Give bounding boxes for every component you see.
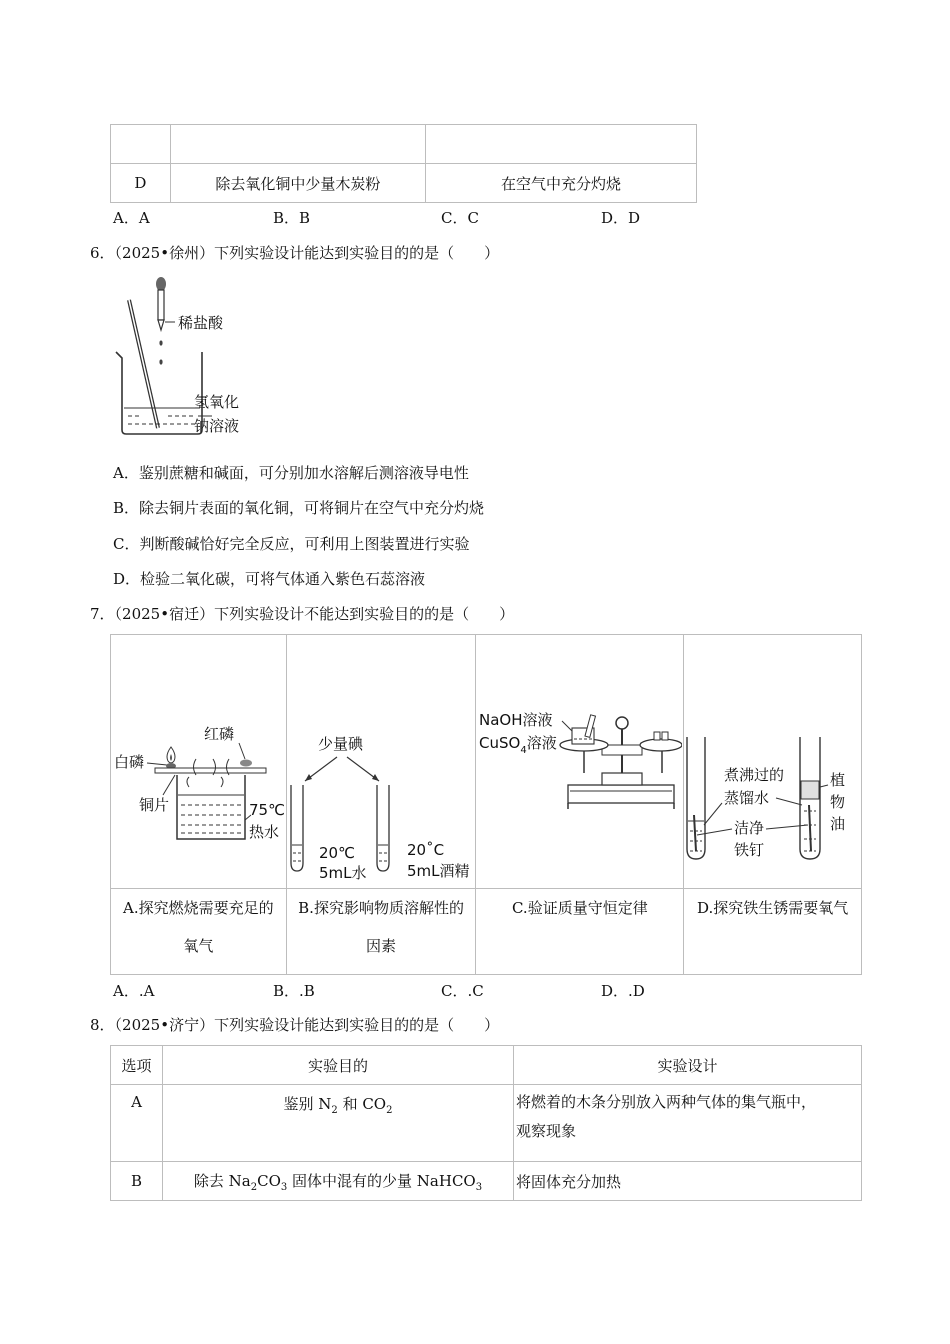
option-cell: B [111,1162,163,1201]
table-row [111,164,697,203]
answer-option: A．A [113,209,150,227]
table-row [111,1162,862,1201]
test-tube-icon [291,785,303,871]
subscript: 3 [280,1181,288,1193]
boiled-label-2: 蒸馏水 [724,789,770,807]
temp-label: 75℃ [249,801,285,819]
purpose-text: 鉴别 N [283,1095,332,1113]
fig-b-cell [286,635,476,889]
v1-label: 5mL水 [318,864,367,882]
purpose-cell [163,1162,514,1201]
design-cell: 在空气中充分灼烧 [425,164,696,203]
copper-label: 铜片 [139,796,170,814]
boiled-label-1: 煮沸过的 [724,766,785,784]
oil-label-2: 物 [830,793,846,811]
subscript: 2 [250,1181,258,1193]
answer-option: B．B [273,209,311,227]
q6-choice-a: A．鉴别蔗糖和碱面，可分别加水溶解后测溶液导电性 [113,464,469,482]
cuso4-label: CuSO$_4$溶液 [479,734,558,756]
white-p-label: 白磷 [114,753,145,771]
combustion-figure [111,635,285,888]
answer-option: B．.B [273,982,315,1000]
header-purpose: 实验目的 [163,1046,514,1085]
oil-label-3: 油 [830,815,846,833]
q6-stem: 6．（2025•徐州）下列实验设计能达到实验目的的是（ ） [90,244,500,262]
table-header-row [111,1046,862,1085]
answer-option: C．.C [441,982,484,1000]
naoh-label: NaOH溶液 [479,711,553,729]
nail-label-2: 铁钉 [734,841,765,859]
header-option: 选项 [111,1046,163,1085]
fig-d-cell [684,635,862,889]
water-label: 热水 [249,823,280,841]
q5-answers [0,207,950,227]
purpose-text: 除去 Na [193,1171,251,1190]
subscript: 2 [331,1105,338,1116]
option-cell: D [111,164,171,203]
design-cell [514,1085,862,1162]
answer-option: D．.D [601,982,645,1000]
balance-icon [560,715,682,809]
table-row [111,125,697,164]
purpose-text: 和 CO [337,1095,387,1113]
fig-a-cell [111,635,287,889]
v2-label: 5mL酒精 [406,862,470,880]
nail-label-1: 洁净 [734,819,765,837]
caption-b-line1: B.探究影响物质溶解性的 [298,899,464,917]
caption-a-line1: A.探究燃烧需要充足的 [123,899,274,917]
caption-row [111,889,862,975]
test-tube-icon [800,737,820,859]
q6-figure [112,270,262,440]
design-line: 将燃着的木条分别放入两种气体的集气瓶中， [516,1093,817,1111]
q7-stem: 7．（2025•宿迁）下列实验设计不能达到实验目的的是（ ） [90,605,515,623]
design-line: 观察现象 [516,1122,577,1140]
base-label-2: 钠溶液 [194,417,240,435]
caption-d [684,889,862,975]
q5-table [110,124,697,203]
t2-label: 20˚C [406,841,444,859]
balance-figure [476,635,682,888]
caption-a [111,889,287,975]
subscript: 2 [386,1105,393,1116]
purpose-text: CO [257,1171,281,1190]
design-cell: 将固体充分加热 [514,1162,862,1201]
q6-choice-c: C．判断酸碱恰好完全反应，可利用上图装置进行实验 [113,535,470,553]
oil-label-1: 植 [830,771,846,789]
copper-sheet [155,768,266,773]
caption-b-line2: 因素 [366,937,397,955]
base-label-1: 氢氧化 [194,393,240,411]
test-tube-icon [687,737,705,859]
answer-option: A．.A [113,982,155,1000]
caption-c-line1: C.验证质量守恒定律 [511,899,648,917]
option-cell: A [111,1085,163,1162]
caption-d-line1: D.探究铁生锈需要氧气 [697,899,849,917]
caption-a-line2: 氧气 [183,937,214,955]
answer-option: D．D [601,209,641,227]
acid-label: 稀盐酸 [178,314,224,332]
q7-answers [0,980,950,1000]
caption-b [286,889,476,975]
dropper-icon [156,277,175,365]
answer-option: C．C [441,209,479,227]
q6-choice-d: D．检验二氧化碳，可将气体通入紫色石蕊溶液 [113,570,426,588]
red-p-label: 红磷 [204,725,235,743]
table-row [111,1085,862,1162]
fig-c-cell [476,635,684,889]
q6-choice-b: B．除去铜片表面的氧化铜，可将铜片在空气中充分灼烧 [113,499,485,517]
caption-c [476,889,684,975]
purpose-text: 固体中混有的少量 NaHCO [287,1171,476,1190]
purpose-cell: 除去氧化铜中少量木炭粉 [170,164,425,203]
q8-stem: 8．（2025•济宁）下列实验设计能达到实验目的的是（ ） [90,1016,500,1034]
purpose-cell [163,1085,514,1162]
figure-row [111,635,862,889]
rust-figure [684,635,860,888]
subscript: 3 [475,1181,483,1193]
solubility-figure [287,635,475,888]
header-design: 实验设计 [514,1046,862,1085]
iodine-label: 少量碘 [317,735,363,753]
q8-table [110,1045,862,1201]
q7-table [110,634,862,975]
t1-label: 20℃ [318,844,355,862]
flame-icon [167,747,175,763]
test-tube-icon [377,785,389,871]
